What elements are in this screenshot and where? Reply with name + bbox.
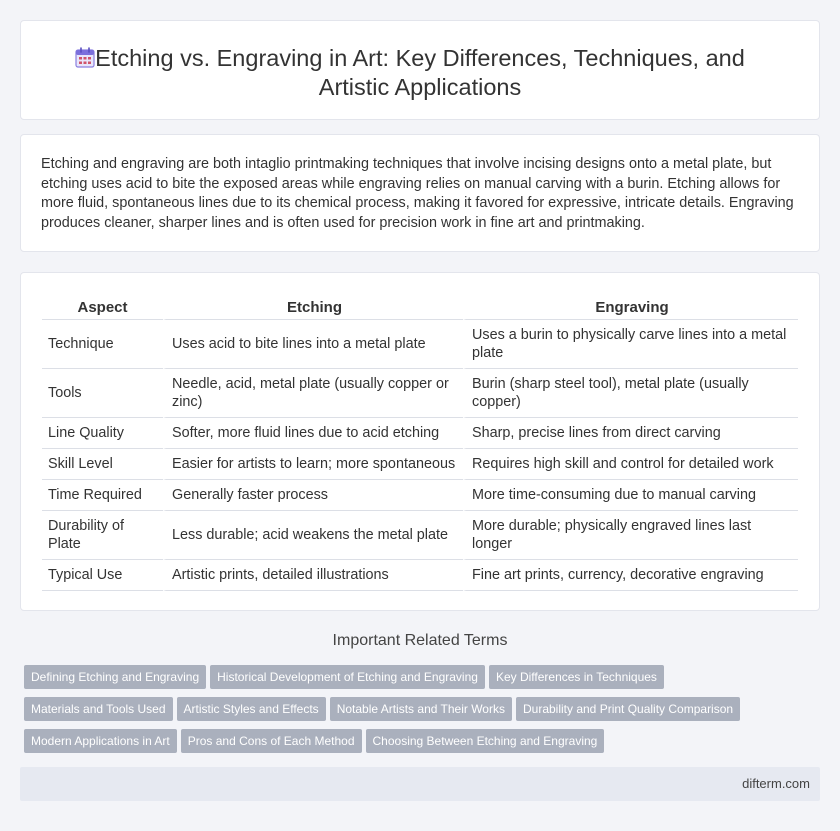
table-row: [42, 560, 798, 591]
related-tags-row: [24, 729, 804, 753]
related-tags-row: [24, 697, 804, 721]
table-cell: Typical Use: [42, 560, 163, 591]
table-cell: Artistic prints, detailed illustrations: [163, 560, 463, 591]
table-header-row: [42, 295, 798, 320]
related-tag[interactable]: Pros and Cons of Each Method: [181, 729, 362, 753]
related-tag[interactable]: Choosing Between Etching and Engraving: [366, 729, 605, 753]
table-row: [42, 369, 798, 418]
table-cell: Durability of Plate: [42, 511, 163, 560]
related-tag[interactable]: Defining Etching and Engraving: [24, 665, 206, 689]
related-tag[interactable]: Key Differences in Techniques: [489, 665, 664, 689]
header-aspect: Aspect: [42, 295, 163, 320]
table-row: [42, 418, 798, 449]
table-cell: Burin (sharp steel tool), metal plate (usually copper): [463, 369, 798, 418]
table-cell: More durable; physically engraved lines last longer: [463, 511, 798, 560]
related-tag[interactable]: Artistic Styles and Effects: [177, 697, 326, 721]
intro-card: [20, 134, 820, 252]
footer-site-link[interactable]: difterm.com: [742, 776, 810, 791]
comparison-card: [20, 272, 820, 611]
intro-text: Etching and engraving are both intaglio printmaking techniques that involve incising designs onto a metal plate, but etching uses acid to bite the exposed areas while engraving relies on manual carving with a burin. Etching allows for more fluid, spontaneous lines due to its chemical process, making it favored for expressive, intricate details. Engraving produces cleaner, sharper lines and is often used for precision work in fine art and printmaking.: [41, 156, 794, 231]
table-cell: Time Required: [42, 480, 163, 511]
table-cell: Technique: [42, 320, 163, 369]
table-cell: Skill Level: [42, 449, 163, 480]
table-cell: More time-consuming due to manual carving: [463, 480, 798, 511]
header-engraving: Engraving: [463, 295, 798, 320]
table-row: [42, 320, 798, 369]
related-tag[interactable]: Durability and Print Quality Comparison: [516, 697, 740, 721]
related-tag[interactable]: Notable Artists and Their Works: [330, 697, 512, 721]
table-cell: Uses a burin to physically carve lines into a metal plate: [463, 320, 798, 369]
table-cell: Easier for artists to learn; more spontaneous: [163, 449, 463, 480]
table-cell: Tools: [42, 369, 163, 418]
comparison-table: [42, 295, 798, 591]
table-cell: Fine art prints, currency, decorative engraving: [463, 560, 798, 591]
table-cell: Softer, more fluid lines due to acid etching: [163, 418, 463, 449]
related-tag[interactable]: Modern Applications in Art: [24, 729, 177, 753]
table-cell: Generally faster process: [163, 480, 463, 511]
header-card: [20, 20, 820, 120]
table-cell: Line Quality: [42, 418, 163, 449]
related-terms-title: Important Related Terms: [332, 632, 508, 649]
table-cell: Sharp, precise lines from direct carving: [463, 418, 798, 449]
table-cell: Uses acid to bite lines into a metal plate: [163, 320, 463, 369]
table-cell: Requires high skill and control for detailed work: [463, 449, 798, 480]
table-row: [42, 511, 798, 560]
table-row: [42, 480, 798, 511]
footer: [20, 767, 820, 801]
table-row: [42, 449, 798, 480]
header-etching: Etching: [163, 295, 463, 320]
page-title: Etching vs. Engraving in Art: Key Differences, Techniques, and Artistic Applications: [95, 45, 745, 100]
table-cell: Needle, acid, metal plate (usually copper or zinc): [163, 369, 463, 418]
table-cell: Less durable; acid weakens the metal plate: [163, 511, 463, 560]
related-tags-row: [24, 665, 804, 689]
related-tag[interactable]: Historical Development of Etching and Engraving: [210, 665, 485, 689]
related-tag[interactable]: Materials and Tools Used: [24, 697, 173, 721]
